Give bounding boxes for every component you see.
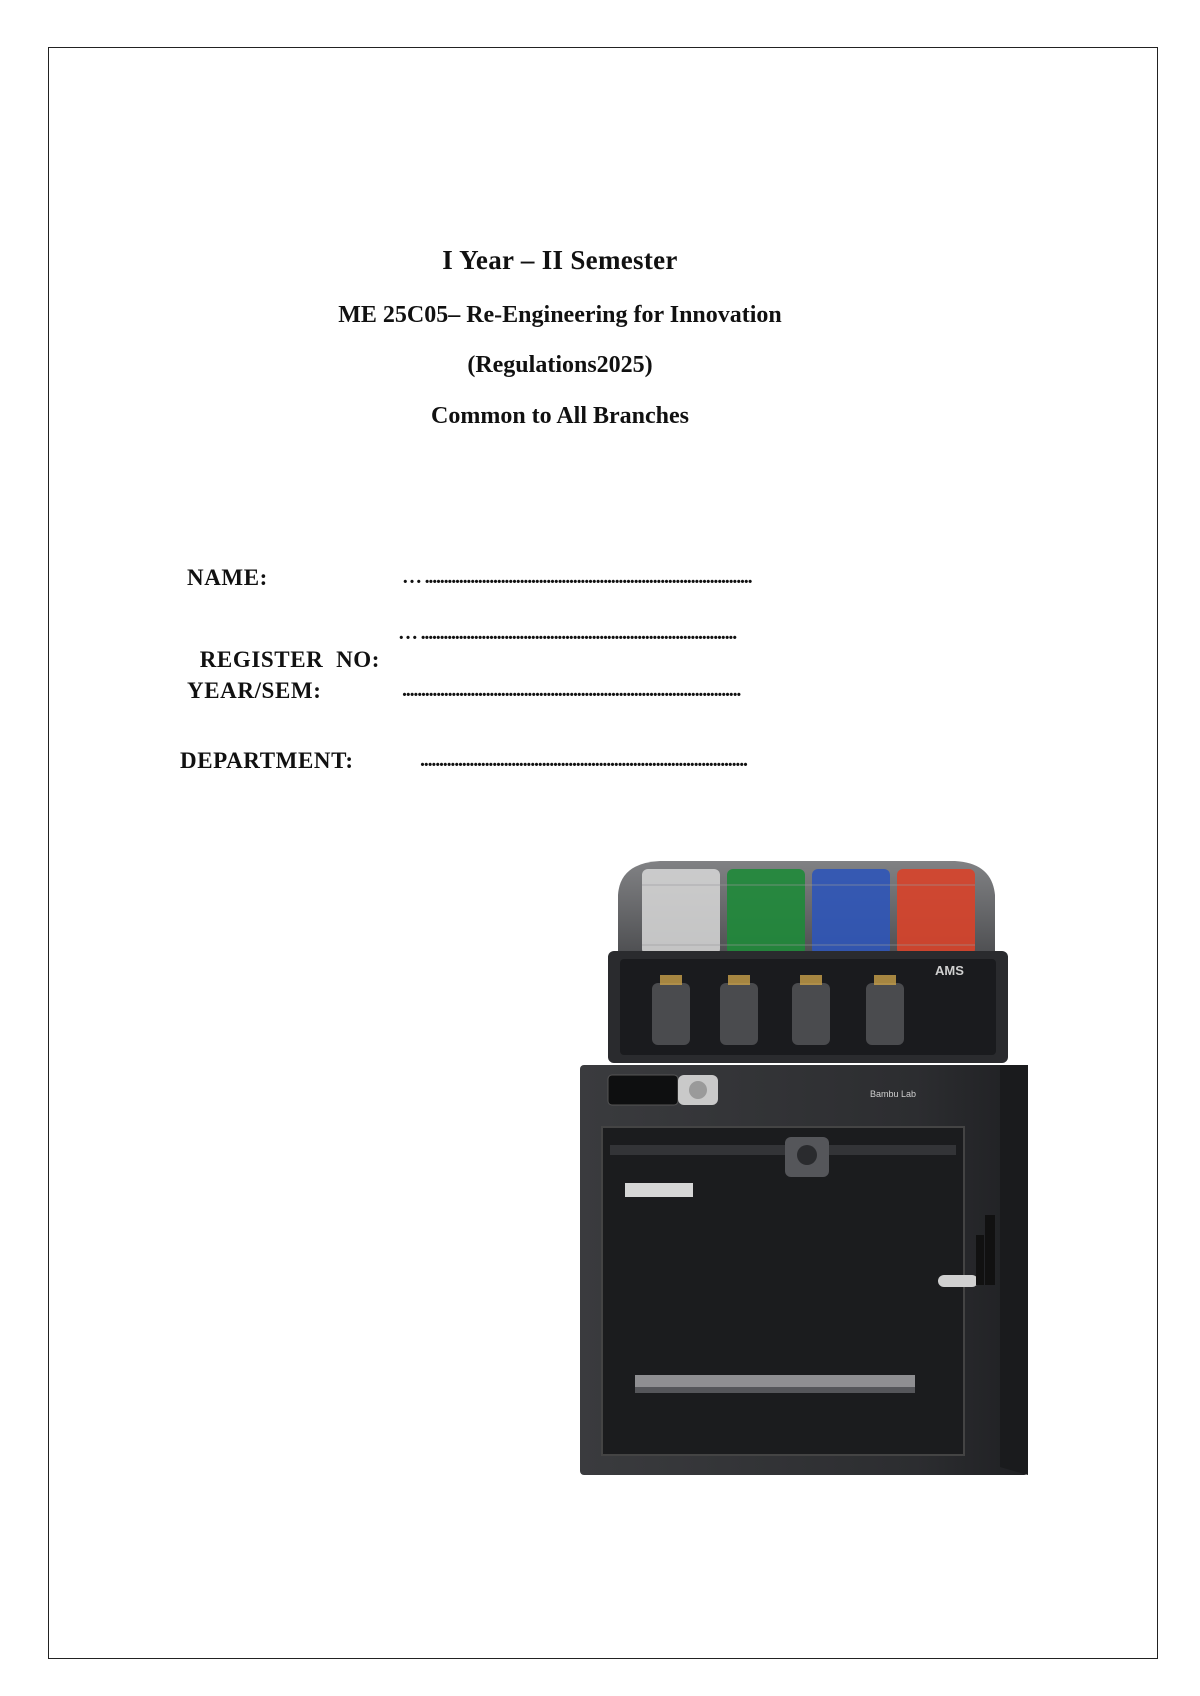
spool-red: [897, 869, 975, 955]
ams-label: AMS: [935, 963, 964, 978]
dial-icon: [689, 1081, 707, 1099]
build-plate: [635, 1375, 915, 1387]
side-logo-icon: [985, 1215, 995, 1285]
door-sticker: [625, 1183, 693, 1197]
name-label: NAME:: [187, 565, 268, 590]
department-blank[interactable]: ......................................................................................: [420, 749, 747, 771]
printer-door: [602, 1127, 964, 1455]
name-blank[interactable]: … ......................................................................................: [402, 566, 752, 588]
department-label: DEPARTMENT:: [180, 748, 354, 773]
scope-line: Common to All Branches: [431, 403, 689, 429]
course-title: ME 25C05– Re-Engineering for Innovation: [338, 302, 782, 328]
3d-printer-icon: [580, 855, 1040, 1485]
register-no-label: REGISTER NO:: [199, 647, 381, 672]
spool-white: [642, 869, 720, 955]
department-field: [180, 748, 354, 774]
register-no-blank[interactable]: … ...................................................................................: [398, 622, 737, 644]
year-sem-field: [187, 678, 321, 704]
name-field: [187, 565, 268, 591]
year-semester-heading: I Year – II Semester: [442, 245, 678, 275]
register-no-field: [187, 621, 380, 673]
year-sem-label: YEAR/SEM:: [187, 678, 322, 703]
door-handle: [938, 1275, 978, 1287]
regulations-line: (Regulations2025): [467, 352, 653, 378]
brand-label: Bambu Lab: [870, 1089, 917, 1099]
spool-green: [727, 869, 805, 955]
year-sem-blank[interactable]: .........................................................................................: [402, 679, 741, 701]
spool-blue: [812, 869, 890, 955]
printer-screen: [608, 1075, 678, 1105]
